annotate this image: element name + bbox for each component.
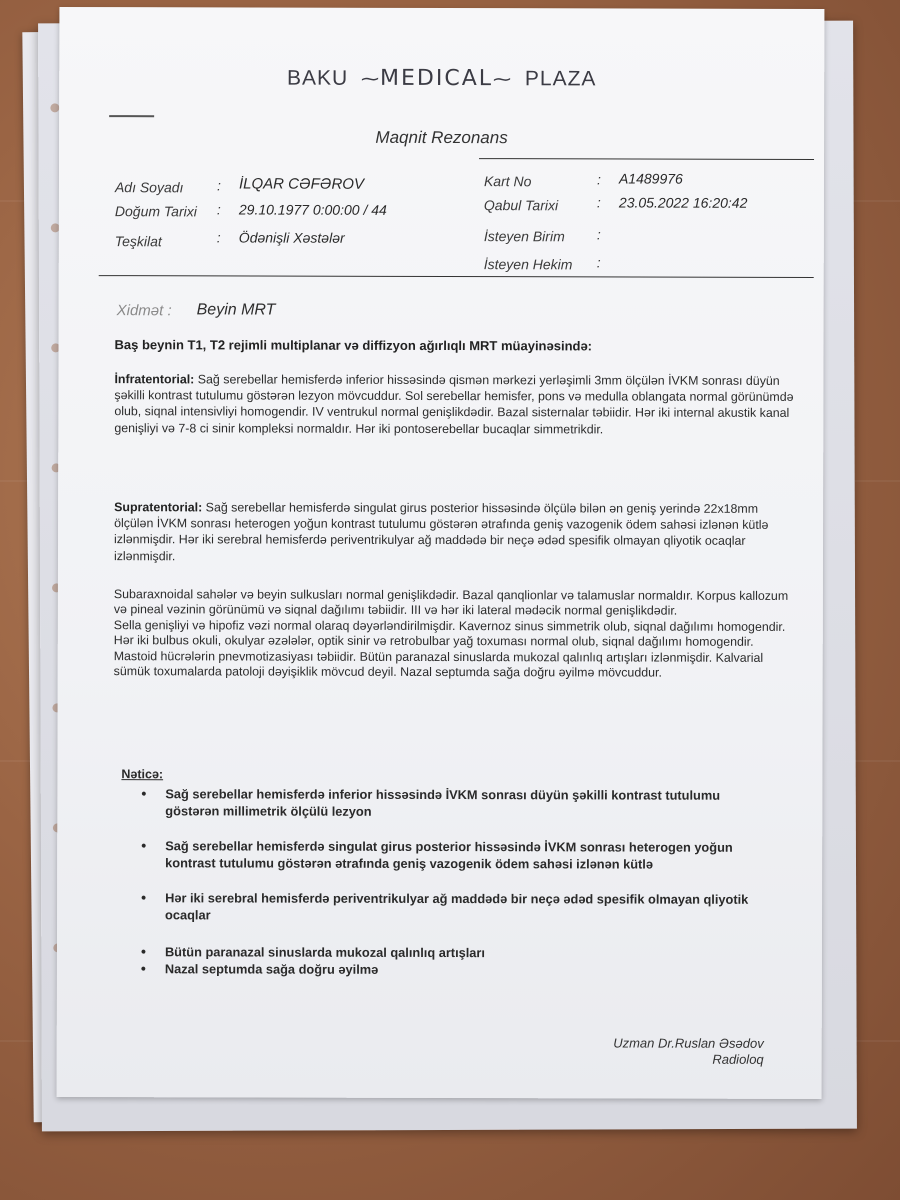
org-separator: : bbox=[216, 229, 221, 246]
name-separator: : bbox=[216, 177, 221, 194]
conclusion-label: Nəticə: bbox=[121, 767, 164, 782]
radiologist-title: Radioloq bbox=[712, 1051, 764, 1067]
conclusion-item: • Nazal septumda sağa doğru əyilmə bbox=[135, 960, 775, 979]
dob-label: Doğum Tarixi bbox=[114, 203, 197, 220]
doctor-label: İsteyen Hekim bbox=[483, 256, 573, 273]
conclusion-item: • Sağ serebellar hemisferdə singulat girus posterior hissəsində İVKM sonrası heterogen yoğun kontrast tutulumu göstərən ətrafında geniş vazogenik ödem sahəsi izlənən kütlə bbox=[135, 837, 775, 873]
admit-date: 23.05.2022 16:20:42 bbox=[618, 194, 748, 211]
finding-paragraph: Sella genişliyi və hipofiz vəzi normal olaraq dəyərləndirilmişdir. Kavernoz sinus simmetrik olub, siqnal dağılımı homogendir. bbox=[113, 617, 786, 634]
clinic-logo: BAKU ⁓MEDICAL⁓ PLAZA bbox=[286, 65, 597, 92]
conclusion-item: • Sağ serebellar hemisferdə inferior hissəsində İVKM sonrası düyün şəkilli kontrast tutulumu göstərən millimetrik ölçülü lezyon bbox=[135, 785, 775, 821]
infratentorial-section bbox=[114, 371, 794, 438]
patient-name: İLQAR CƏFƏROV bbox=[238, 175, 365, 193]
name-label: Adı Soyadı bbox=[114, 179, 184, 196]
supratentorial-section bbox=[114, 499, 794, 566]
patient-dob: 29.10.1977 0:00:00 / 44 bbox=[238, 201, 387, 218]
conclusion-list bbox=[135, 785, 776, 979]
supratentorial-text: Sağ serebellar hemisferdə singulat girus posterior hissəsində ölçülə bilən ən geniş yerində 22x18mm ölçülən İVKM sonrası heterogen yoğun kontrast tutulumu göstərən ətrafında geniş vazogenik ödem sahəsi izlənən kütlə izlənmişdir. Hər iki serebral hemisferdə periventrikulyar ağ maddədə bir neçə ədəd spesifik olmayan qliyotik ocaqlar izlənmişdir. bbox=[113, 500, 769, 563]
clinic-name-right: PLAZA bbox=[524, 67, 597, 91]
infratentorial-label: İnfratentorial: bbox=[114, 372, 195, 387]
unit-label: İsteyen Birim bbox=[483, 228, 565, 245]
header-mark bbox=[109, 115, 154, 117]
supratentorial-label: Supratentorial: bbox=[114, 500, 203, 515]
header-rule bbox=[479, 158, 814, 160]
infratentorial-text: Sağ serebellar hemisferdə inferior hissəsində qismən mərkezi yerləşimli 3mm ölçülən İVKM sonrası düyün şəkilli kontrast tutulumu göstərən lezyon mövcuddur. Sol serebellar hemisfer, pons və medulla oblangata normal görünümdə olub, siqnal intensivliyi homogendir. IV ventrukul normal genişlikdədir. Bazal sisternalar təbiidir. Hər iki internal akustik kanal genişliyi və 7-8 ci sinir kompleksi normaldır. Hər iki pontoserebellar bucaqlar simmetrikdir. bbox=[114, 372, 794, 437]
document-title: Maqnit Rezonans bbox=[375, 127, 508, 148]
unit-separator: : bbox=[596, 226, 601, 243]
radiologist-name: Uzman Dr.Ruslan Əsədov bbox=[613, 1035, 764, 1051]
clinic-name-brand: MEDICAL bbox=[380, 65, 494, 92]
service-label: Xidmət : bbox=[116, 302, 172, 320]
signature-block bbox=[613, 1035, 764, 1067]
finding-paragraph: Subaraxnoidal sahələr və beyin sulkusları normal genişlikdədir. Bazal qanqlionlar və talamuslar normaldır. Korpus kallozum və pineal vəzinin görünümü və siqnal dağılımı təbiidir. III və hər iki lateral mədəcik normal genişlikdədir. bbox=[113, 587, 789, 619]
conclusion-item: • Bütün paranazal sinuslarda mukozal qalınlıq artışları bbox=[135, 943, 775, 962]
card-label: Kart No bbox=[483, 173, 532, 190]
exam-title: Baş beynin T1, T2 rejimli multiplanar və diffizyon ağırlıqlı MRT müayinəsində: bbox=[114, 337, 593, 354]
medical-report-page bbox=[57, 7, 825, 1099]
patient-org: Ödənişli Xəstələr bbox=[238, 229, 345, 246]
clinic-name-left: BAKU bbox=[286, 66, 349, 90]
org-label: Teşkilat bbox=[114, 233, 162, 250]
conclusion-item: • Hər iki serebral hemisferdə periventrikulyar ağ maddədə bir neçə ədəd spesifik olmayan qliyotik ocaqlar bbox=[135, 889, 775, 925]
finding-paragraph: Hər iki bulbus okuli, okulyar əzələlər, optik sinir və retrobulbar yağ toxuması normal olub, siqnal dağılımı homogendir. bbox=[113, 633, 754, 650]
service-value: Beyin MRT bbox=[196, 301, 276, 319]
doctor-separator: : bbox=[596, 254, 601, 271]
finding-paragraph: Mastoid hücrələrin pnevmotizasiyası təbiidir. Bütün paranazal sinuslarda mukozal qalınlıq artışları izlənmişdir. Kalvarial sümük toxumalarda patoloji dəyişiklik mövcud deyil. Nazal septumda sağa doğru əyilmə mövcuddur. bbox=[113, 648, 764, 680]
card-separator: : bbox=[596, 171, 601, 188]
card-number: A1489976 bbox=[618, 170, 683, 187]
dob-separator: : bbox=[216, 201, 221, 218]
admit-label: Qabul Tarixi bbox=[483, 197, 559, 214]
info-rule bbox=[99, 275, 814, 278]
findings-section bbox=[114, 587, 794, 681]
admit-separator: : bbox=[596, 194, 601, 211]
